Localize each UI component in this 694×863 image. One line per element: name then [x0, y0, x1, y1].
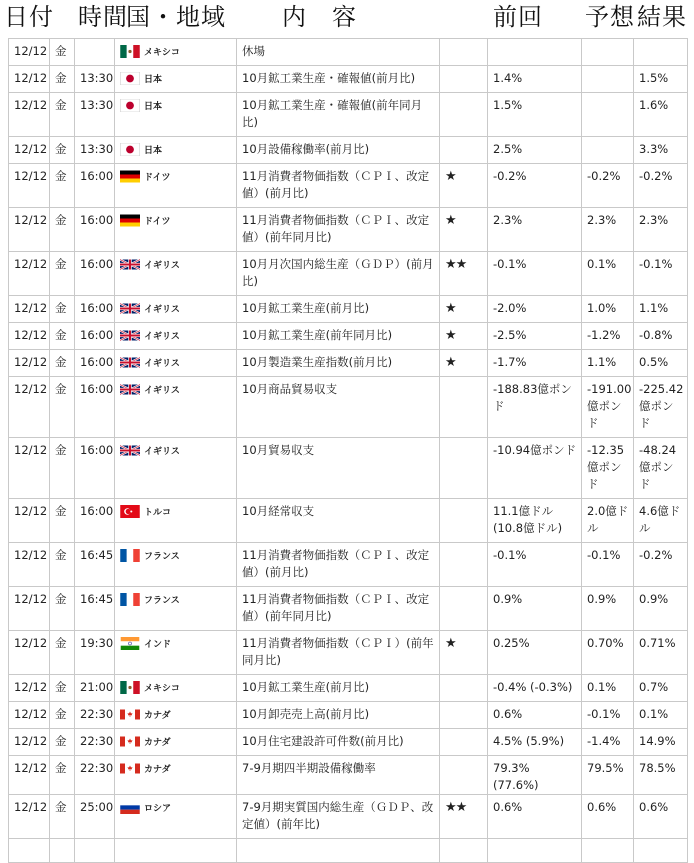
cell-importance — [440, 39, 488, 66]
cell-event: 11月消費者物価指数（ＣＰＩ、改定値）(前年同月比) — [237, 208, 440, 252]
cell-previous: 1.4% — [488, 66, 582, 93]
cell-previous: 2.5% — [488, 137, 582, 164]
cell-event: 休場 — [237, 39, 440, 66]
cell-event: 11月消費者物価指数（ＣＰＩ、改定値）(前月比) — [237, 164, 440, 208]
cell-date: 12/12 — [9, 729, 50, 756]
cell-date: 12/12 — [9, 66, 50, 93]
header-content: 内 容 — [282, 3, 357, 31]
cell-time: 22:30 — [75, 756, 115, 795]
header-prev: 前回 — [493, 3, 543, 31]
cell-date: 12/12 — [9, 675, 50, 702]
cell-importance: ★★ — [440, 252, 488, 296]
cell-day: 金 — [50, 543, 75, 587]
cell-previous: -0.4% (-0.3%) — [488, 675, 582, 702]
country-name: イギリス — [144, 447, 180, 457]
fr-flag-icon — [120, 593, 140, 606]
country-name: イギリス — [144, 261, 180, 271]
cell-country — [115, 702, 237, 729]
cell-importance: ★ — [440, 164, 488, 208]
ca-flag-icon — [120, 735, 140, 748]
cell-country — [115, 93, 237, 137]
cell-date: 12/12 — [9, 323, 50, 350]
cell-result: 0.5% — [634, 350, 688, 377]
uk-flag-icon — [120, 444, 140, 457]
table-row — [9, 296, 688, 323]
cell-time: 21:00 — [75, 675, 115, 702]
cell-forecast: 2.0億ドル — [582, 499, 634, 543]
cell-forecast — [582, 66, 634, 93]
table-row — [9, 93, 688, 137]
cell-importance — [440, 675, 488, 702]
cell-forecast: 0.70% — [582, 631, 634, 675]
cell-date: 12/12 — [9, 350, 50, 377]
table-row — [9, 39, 688, 66]
cell-importance — [440, 438, 488, 499]
cell-importance — [440, 543, 488, 587]
cell-event: 10月卸売売上高(前月比) — [237, 702, 440, 729]
cell-time — [75, 39, 115, 66]
cell-date: 12/12 — [9, 164, 50, 208]
cell-result: -0.2% — [634, 164, 688, 208]
cell-result: 4.6億ドル — [634, 499, 688, 543]
cell-day: 金 — [50, 729, 75, 756]
cell-day: 金 — [50, 587, 75, 631]
cell-result: -0.8% — [634, 323, 688, 350]
cell-previous: 1.5% — [488, 93, 582, 137]
cell-country — [115, 675, 237, 702]
cell-result: 0.6% — [634, 795, 688, 839]
cell-time: 13:30 — [75, 137, 115, 164]
header-country: 国・地域 — [126, 3, 226, 31]
cell-time: 22:30 — [75, 729, 115, 756]
cell-forecast: -0.1% — [582, 543, 634, 587]
cell-forecast — [582, 839, 634, 863]
cell-result: 3.3% — [634, 137, 688, 164]
cell-country — [115, 438, 237, 499]
cell-date: 12/12 — [9, 756, 50, 795]
cell-event: 10月鉱工業生産(前年同月比) — [237, 323, 440, 350]
cell-importance: ★ — [440, 323, 488, 350]
cell-country — [115, 164, 237, 208]
cell-importance — [440, 137, 488, 164]
country-name: メキシコ — [144, 48, 180, 58]
cell-importance: ★★ — [440, 795, 488, 839]
cell-forecast — [582, 137, 634, 164]
cell-time: 16:00 — [75, 252, 115, 296]
country-name: ドイツ — [144, 217, 171, 227]
cell-day: 金 — [50, 323, 75, 350]
cell-country — [115, 137, 237, 164]
cell-previous: 79.3% (77.6%) — [488, 756, 582, 795]
cell-event: 10月鉱工業生産(前月比) — [237, 296, 440, 323]
uk-flag-icon — [120, 383, 140, 396]
cell-event: 10月月次国内総生産（ＧＤＰ）(前月比) — [237, 252, 440, 296]
cell-result: -225.42億ポンド — [634, 377, 688, 438]
cell-event: 10月経常収支 — [237, 499, 440, 543]
header-time: 時間 — [78, 3, 128, 31]
cell-country — [115, 323, 237, 350]
cell-day: 金 — [50, 795, 75, 839]
cell-result: -48.24億ポンド — [634, 438, 688, 499]
cell-time: 22:30 — [75, 702, 115, 729]
cell-country — [115, 839, 237, 863]
cell-event: 7-9月期実質国内総生産（ＧＤＰ、改定値）(前年比) — [237, 795, 440, 839]
cell-time: 16:00 — [75, 296, 115, 323]
table-row — [9, 377, 688, 438]
cell-time: 16:45 — [75, 587, 115, 631]
header-result: 結果 — [637, 3, 687, 31]
cell-day: 金 — [50, 438, 75, 499]
cell-importance: ★ — [440, 296, 488, 323]
table-row — [9, 839, 688, 863]
cell-importance — [440, 729, 488, 756]
cell-forecast: 1.0% — [582, 296, 634, 323]
cell-result: 2.3% — [634, 208, 688, 252]
country-name: 日本 — [144, 146, 163, 156]
cell-event: 7-9月期四半期設備稼働率 — [237, 756, 440, 795]
cell-day: 金 — [50, 631, 75, 675]
cell-event: 10月設備稼働率(前月比) — [237, 137, 440, 164]
cell-forecast: 1.1% — [582, 350, 634, 377]
cell-result: 78.5% — [634, 756, 688, 795]
table-row — [9, 729, 688, 756]
uk-flag-icon — [120, 356, 140, 369]
cell-event: 10月商品貿易収支 — [237, 377, 440, 438]
country-name: イギリス — [144, 305, 180, 315]
cell-event: 10月製造業生産指数(前月比) — [237, 350, 440, 377]
cell-date: 12/12 — [9, 39, 50, 66]
cell-forecast: 0.9% — [582, 587, 634, 631]
country-name: イギリス — [144, 332, 180, 342]
cell-result: 14.9% — [634, 729, 688, 756]
cell-date: 12/12 — [9, 631, 50, 675]
cell-importance: ★ — [440, 350, 488, 377]
table-row — [9, 795, 688, 839]
cell-time: 16:00 — [75, 208, 115, 252]
cell-importance — [440, 702, 488, 729]
cell-date: 12/12 — [9, 499, 50, 543]
table-row — [9, 350, 688, 377]
cell-previous: -1.7% — [488, 350, 582, 377]
country-name: カナダ — [144, 738, 171, 748]
cell-date: 12/12 — [9, 296, 50, 323]
cell-day: 金 — [50, 39, 75, 66]
table-row — [9, 164, 688, 208]
cell-previous — [488, 839, 582, 863]
cell-previous — [488, 39, 582, 66]
cell-time: 19:30 — [75, 631, 115, 675]
de-flag-icon — [120, 170, 140, 183]
cell-previous: -2.5% — [488, 323, 582, 350]
cell-day: 金 — [50, 350, 75, 377]
header-forecast: 予想 — [585, 3, 635, 31]
cell-importance — [440, 499, 488, 543]
mx-flag-icon — [120, 681, 140, 694]
ru-flag-icon — [120, 801, 140, 814]
cell-date — [9, 839, 50, 863]
table-row — [9, 438, 688, 499]
cell-importance — [440, 839, 488, 863]
cell-date: 12/12 — [9, 795, 50, 839]
cell-previous: 2.3% — [488, 208, 582, 252]
jp-flag-icon — [120, 99, 140, 112]
country-name: 日本 — [144, 75, 163, 85]
table-row — [9, 208, 688, 252]
cell-day: 金 — [50, 208, 75, 252]
uk-flag-icon — [120, 258, 140, 271]
country-name: ドイツ — [144, 173, 171, 183]
cell-day: 金 — [50, 137, 75, 164]
cell-forecast: -191.00億ポンド — [582, 377, 634, 438]
cell-result: 0.7% — [634, 675, 688, 702]
fr-flag-icon — [120, 549, 140, 562]
cell-date: 12/12 — [9, 377, 50, 438]
header-date: 日付 — [4, 3, 54, 31]
uk-flag-icon — [120, 329, 140, 342]
cell-result: 1.6% — [634, 93, 688, 137]
cell-importance — [440, 756, 488, 795]
cell-country — [115, 795, 237, 839]
cell-country — [115, 499, 237, 543]
cell-date: 12/12 — [9, 93, 50, 137]
cell-result: 0.9% — [634, 587, 688, 631]
cell-forecast: -0.1% — [582, 702, 634, 729]
cell-time: 16:45 — [75, 543, 115, 587]
de-flag-icon — [120, 214, 140, 227]
country-name: イギリス — [144, 386, 180, 396]
table-row — [9, 137, 688, 164]
country-name: カナダ — [144, 711, 171, 721]
cell-day: 金 — [50, 499, 75, 543]
cell-event: 10月貿易収支 — [237, 438, 440, 499]
cell-previous: 0.25% — [488, 631, 582, 675]
cell-date: 12/12 — [9, 587, 50, 631]
cell-time: 13:30 — [75, 93, 115, 137]
handwritten-header — [0, 0, 694, 38]
table-row — [9, 543, 688, 587]
cell-time: 25:00 — [75, 795, 115, 839]
cell-forecast: 0.6% — [582, 795, 634, 839]
table-row — [9, 587, 688, 631]
cell-country — [115, 39, 237, 66]
cell-importance — [440, 587, 488, 631]
country-name: トルコ — [144, 508, 172, 518]
cell-previous: -0.1% — [488, 543, 582, 587]
country-name: メキシコ — [144, 684, 180, 694]
cell-importance — [440, 66, 488, 93]
cell-time: 16:00 — [75, 438, 115, 499]
cell-forecast: -1.4% — [582, 729, 634, 756]
cell-previous: -0.1% — [488, 252, 582, 296]
cell-country — [115, 350, 237, 377]
cell-event: 10月住宅建設許可件数(前月比) — [237, 729, 440, 756]
cell-event: 10月鉱工業生産・確報値(前年同月比) — [237, 93, 440, 137]
table-row — [9, 756, 688, 795]
country-name: カナダ — [144, 765, 171, 775]
cell-country — [115, 377, 237, 438]
cell-previous: -10.94億ポンド — [488, 438, 582, 499]
cell-event: 10月鉱工業生産・確報値(前月比) — [237, 66, 440, 93]
cell-previous: 0.9% — [488, 587, 582, 631]
cell-date: 12/12 — [9, 702, 50, 729]
cell-forecast: 0.1% — [582, 675, 634, 702]
country-name: ロシア — [144, 804, 172, 814]
cell-time: 16:00 — [75, 164, 115, 208]
cell-time — [75, 839, 115, 863]
cell-day: 金 — [50, 377, 75, 438]
cell-forecast: -0.2% — [582, 164, 634, 208]
cell-previous: -2.0% — [488, 296, 582, 323]
country-name: インド — [144, 640, 172, 650]
country-name: フランス — [144, 552, 180, 562]
cell-day — [50, 839, 75, 863]
jp-flag-icon — [120, 72, 140, 85]
table-row — [9, 702, 688, 729]
cell-time: 16:00 — [75, 377, 115, 438]
cell-result — [634, 839, 688, 863]
cell-country — [115, 296, 237, 323]
cell-date: 12/12 — [9, 438, 50, 499]
cell-country — [115, 756, 237, 795]
table-row — [9, 66, 688, 93]
cell-forecast: -1.2% — [582, 323, 634, 350]
cell-country — [115, 587, 237, 631]
cell-time: 16:00 — [75, 323, 115, 350]
cell-country — [115, 208, 237, 252]
cell-result: -0.1% — [634, 252, 688, 296]
ca-flag-icon — [120, 762, 140, 775]
cell-day: 金 — [50, 252, 75, 296]
ca-flag-icon — [120, 708, 140, 721]
uk-flag-icon — [120, 302, 140, 315]
mx-flag-icon — [120, 45, 140, 58]
cell-importance: ★ — [440, 631, 488, 675]
cell-date: 12/12 — [9, 208, 50, 252]
cell-previous: -188.83億ポンド — [488, 377, 582, 438]
cell-country — [115, 543, 237, 587]
cell-time: 13:30 — [75, 66, 115, 93]
country-name: フランス — [144, 596, 180, 606]
cell-day: 金 — [50, 702, 75, 729]
cell-result: 0.1% — [634, 702, 688, 729]
table-row — [9, 499, 688, 543]
cell-forecast — [582, 39, 634, 66]
cell-importance: ★ — [440, 208, 488, 252]
cell-event: 11月消費者物価指数（ＣＰＩ、改定値）(前月比) — [237, 543, 440, 587]
cell-event: 11月消費者物価指数（ＣＰＩ）(前年同月比) — [237, 631, 440, 675]
cell-forecast: 0.1% — [582, 252, 634, 296]
cell-forecast: 2.3% — [582, 208, 634, 252]
cell-importance — [440, 93, 488, 137]
table-row — [9, 252, 688, 296]
cell-result — [634, 39, 688, 66]
cell-result: 1.5% — [634, 66, 688, 93]
country-name: 日本 — [144, 102, 163, 112]
table-row — [9, 323, 688, 350]
cell-previous: 11.1億ドル(10.8億ドル) — [488, 499, 582, 543]
cell-importance — [440, 377, 488, 438]
table-row — [9, 631, 688, 675]
cell-event: 11月消費者物価指数（ＣＰＩ、改定値）(前年同月比) — [237, 587, 440, 631]
cell-date: 12/12 — [9, 543, 50, 587]
cell-result: 1.1% — [634, 296, 688, 323]
economic-calendar-table — [8, 38, 688, 863]
cell-forecast: -12.35億ポンド — [582, 438, 634, 499]
cell-day: 金 — [50, 93, 75, 137]
cell-country — [115, 252, 237, 296]
cell-previous: -0.2% — [488, 164, 582, 208]
cell-day: 金 — [50, 66, 75, 93]
cell-country — [115, 631, 237, 675]
cell-event — [237, 839, 440, 863]
cell-time: 16:00 — [75, 499, 115, 543]
cell-previous: 4.5% (5.9%) — [488, 729, 582, 756]
cell-event: 10月鉱工業生産(前月比) — [237, 675, 440, 702]
table-row — [9, 675, 688, 702]
cell-previous: 0.6% — [488, 702, 582, 729]
in-flag-icon — [120, 637, 140, 650]
cell-date: 12/12 — [9, 137, 50, 164]
cell-result: -0.2% — [634, 543, 688, 587]
cell-country — [115, 66, 237, 93]
cell-date: 12/12 — [9, 252, 50, 296]
cell-country — [115, 729, 237, 756]
jp-flag-icon — [120, 143, 140, 156]
cell-forecast — [582, 93, 634, 137]
tr-flag-icon — [120, 505, 140, 518]
cell-previous: 0.6% — [488, 795, 582, 839]
cell-day: 金 — [50, 675, 75, 702]
cell-forecast: 79.5% — [582, 756, 634, 795]
cell-day: 金 — [50, 756, 75, 795]
country-name: イギリス — [144, 359, 180, 369]
cell-time: 16:00 — [75, 350, 115, 377]
cell-day: 金 — [50, 296, 75, 323]
cell-result: 0.71% — [634, 631, 688, 675]
cell-day: 金 — [50, 164, 75, 208]
